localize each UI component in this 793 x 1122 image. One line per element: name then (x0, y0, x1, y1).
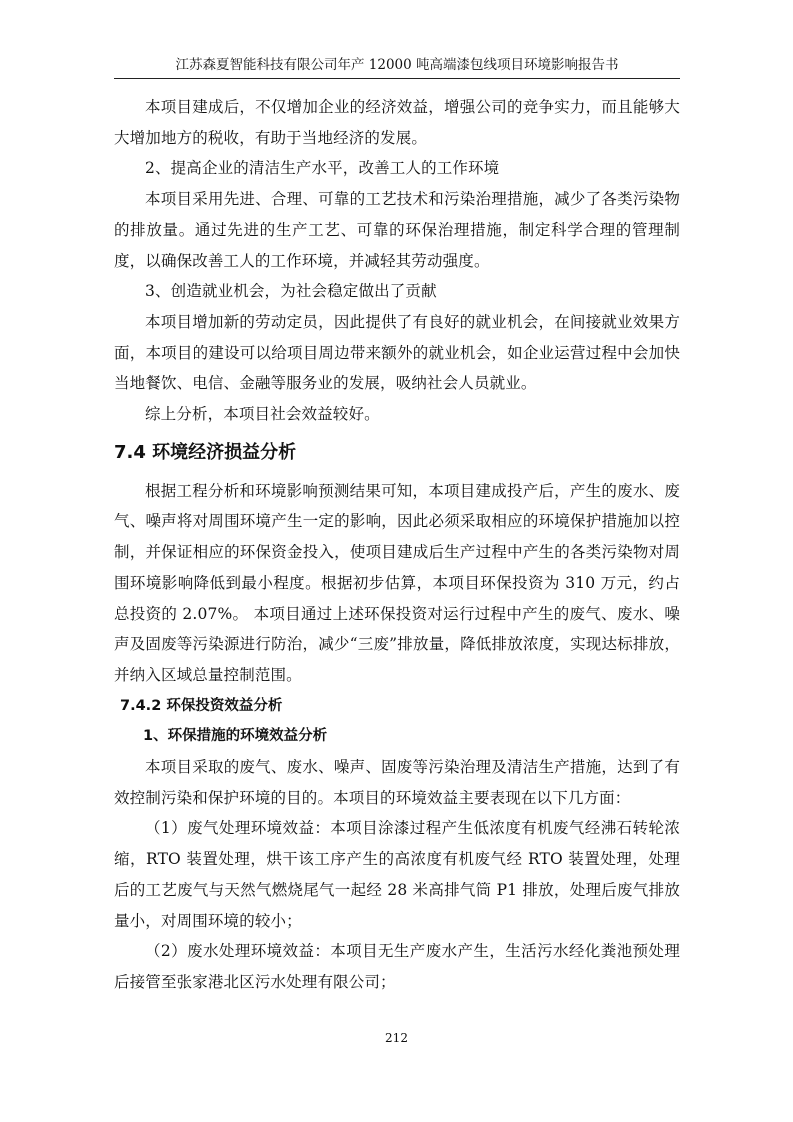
paragraph-employment: 本项目增加新的劳动定员，因此提供了有良好的就业机会，在间接就业效果方面，本项目的建设可以给项目周边带来额外的就业机会，如企业运营过程中会加快当地餐饮、电信、金融等服务业的发展，吸纳社会人员就业。 (114, 312, 680, 393)
sub-item-heading-1: 1、环保措施的环境效益分析 (143, 728, 328, 745)
page-body (114, 92, 680, 998)
paragraph-waste-water: （2）废水处理环境效益：本项目无生产废水产生，生活污水经化粪池预处理后接管至张家港北区污水处理有限公司； (114, 942, 680, 991)
list-item-heading-3: 3、创造就业机会，为社会稳定做出了贡献 (145, 282, 437, 301)
paragraph-clean-production: 本项目采用先进、合理、可靠的工艺技术和污染治理措施，减少了各类污染物的排放量。通过先进的生产工艺、可靠的环保治理措施，制定科学合理的管理制度，以确保改善工人的工作环境，并减轻其劳动强度。 (114, 190, 680, 270)
paragraph-env-measures: 本项目采取的废气、废水、噪声、固废等污染治理及清洁生产措施，达到了有效控制污染和保护环境的目的。本项目的环境效益主要表现在以下几方面： (114, 758, 680, 807)
paragraph-summary: 综上分析，本项目社会效益较好。 (145, 405, 380, 424)
paragraph-waste-gas: （1）废气处理环境效益：本项目涂漆过程产生低浓度有机废气经沸石转轮浓缩，RTO 装置处理，烘干该工序产生的高浓度有机废气经 RTO 装置处理，处理后的工艺废气与天然气燃烧尾气一起经 28 米高排气筒 P1 排放，处理后废气排放量小，对周围环境的较小； (114, 819, 680, 930)
running-header: 江苏森夏智能科技有限公司年产 12000 吨高端漆包线项目环境影响报告书 (175, 57, 619, 73)
page-number: 212 (385, 1031, 408, 1045)
paragraph-env-investment: 根据工程分析和环境影响预测结果可知，本项目建成投产后，产生的废水、废气、噪声将对周围环境产生一定的影响，因此必须采取相应的环境保护措施加以控制，并保证相应的环保资金投入，使项目建成后生产过程中产生的各类污染物对周围环境影响降低到最小程度。根据初步估算，本项目环保投资为 310 万元，约占总投资的 2.07%。 本项目通过上述环保投资对运行过程中产生的废气、废水、噪声及固废等污染源进行防治，减少“三废”排放量，降低排放浓度，实现达标排放，并纳入区域总量控制范围。 (114, 481, 680, 684)
list-item-heading-2: 2、提高企业的清洁生产水平，改善工人的工作环境 (145, 159, 500, 178)
section-heading: 7.4 环境经济损益分析 (114, 441, 297, 463)
subsection-heading: 7.4.2 环保投资效益分析 (120, 697, 283, 714)
paragraph-economic-benefit: 本项目建成后，不仅增加企业的经济效益，增强公司的竞争实力，而且能够大大增加地方的税收，有助于当地经济的发展。 (114, 98, 680, 147)
header-rule (114, 78, 680, 79)
